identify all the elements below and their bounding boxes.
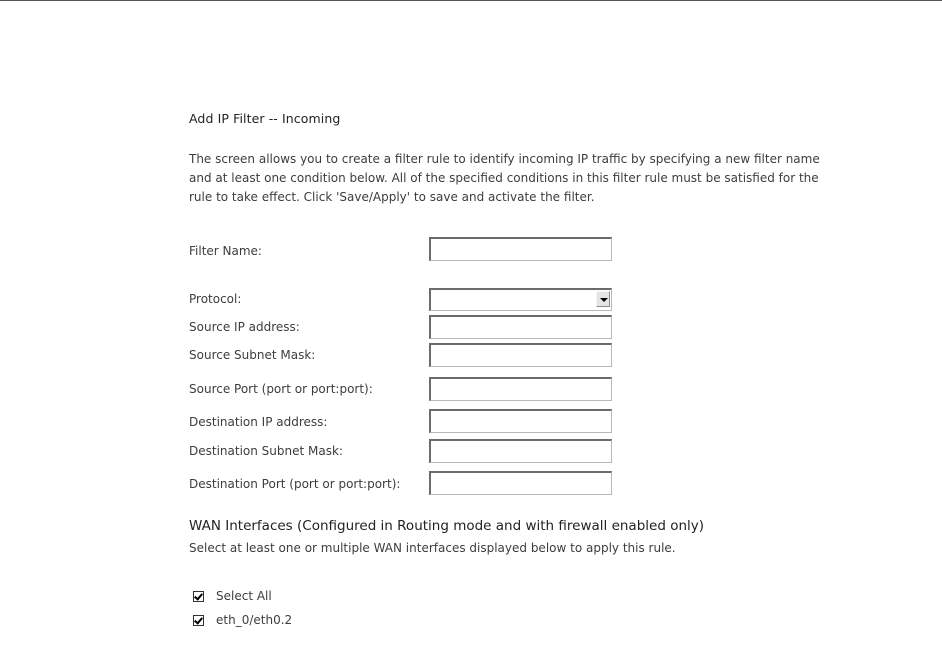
- filter-name-input[interactable]: [429, 237, 612, 261]
- protocol-select[interactable]: [429, 288, 612, 311]
- source-port-input[interactable]: [429, 377, 612, 401]
- source-mask-label: Source Subnet Mask:: [189, 348, 316, 362]
- wan-interface-option[interactable]: [193, 613, 292, 627]
- wan-interfaces-description: Select at least one or multiple WAN interfaces displayed below to apply this rule.: [189, 541, 676, 555]
- source-ip-label: Source IP address:: [189, 320, 300, 334]
- filter-name-label: Filter Name:: [189, 244, 262, 258]
- page-title: Add IP Filter -- Incoming: [189, 111, 341, 126]
- wan-interfaces-title: WAN Interfaces (Configured in Routing mode and with firewall enabled only): [189, 518, 705, 534]
- select-all-option[interactable]: [193, 589, 272, 603]
- select-all-label: Select All: [216, 589, 272, 603]
- wan-interface-checkbox[interactable]: [193, 615, 204, 626]
- dest-ip-input[interactable]: [429, 409, 612, 433]
- source-ip-input[interactable]: [429, 315, 612, 339]
- dest-port-input[interactable]: [429, 471, 612, 495]
- chevron-down-icon[interactable]: [596, 291, 610, 307]
- protocol-label: Protocol:: [189, 292, 242, 306]
- dest-port-label: Destination Port (port or port:port):: [189, 477, 401, 491]
- dest-mask-input[interactable]: [429, 439, 612, 463]
- source-mask-input[interactable]: [429, 343, 612, 367]
- dest-mask-label: Destination Subnet Mask:: [189, 444, 343, 458]
- top-border: [0, 0, 942, 1]
- wan-interface-label: eth_0/eth0.2: [216, 613, 293, 627]
- source-port-label: Source Port (port or port:port):: [189, 382, 373, 396]
- select-all-checkbox[interactable]: [193, 591, 204, 602]
- dest-ip-label: Destination IP address:: [189, 415, 328, 429]
- page-description: The screen allows you to create a filter rule to identify incoming IP traffic by specifying a new filter name and at least one condition below. All of the specified conditions in this filter rule must be satisfied for the rule to take effect. Click 'Save/Apply' to save and activate the filter.: [189, 152, 820, 204]
